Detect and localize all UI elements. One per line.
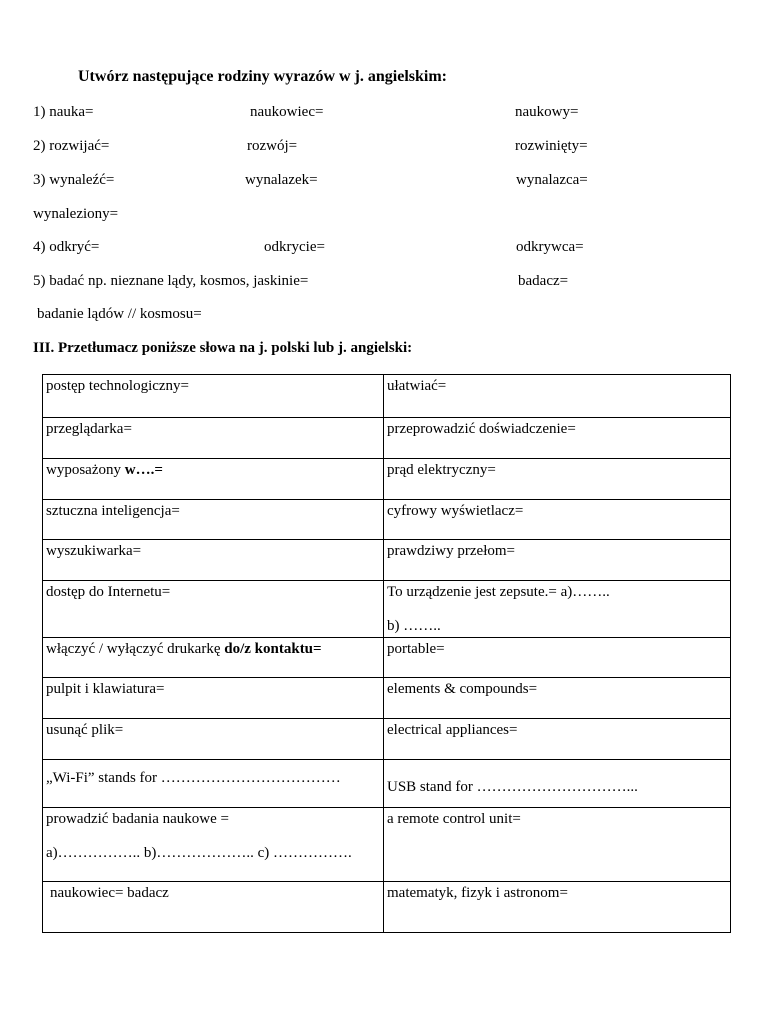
table-cell (43, 678, 384, 719)
cell-text: pulpit i klawiatura= (46, 681, 165, 697)
cell-text: prowadzić badania naukowe = (46, 811, 229, 827)
exercise-heading: Utwórz następujące rodziny wyrazów w j. angielskim: (78, 68, 447, 85)
cell-text: usunąć plik= (46, 722, 124, 738)
family-3-noun: wynalazek= (245, 172, 318, 188)
family-3-base: 3) wynaleźć= (33, 172, 115, 188)
cell-text: electrical appliances= (387, 722, 518, 738)
table-cell (43, 760, 384, 808)
table-cell (384, 808, 731, 882)
cell-text: przeglądarka= (46, 421, 132, 437)
family-5-person: badacz= (518, 273, 569, 289)
table-cell (384, 882, 731, 933)
table-row (43, 760, 731, 808)
cell-text: sztuczna inteligencja= (46, 503, 180, 519)
family-4-person: odkrywca= (516, 239, 584, 255)
table-cell (384, 719, 731, 760)
cell-text: „Wi-Fi” stands for ……………………………… (46, 770, 341, 786)
cell-text-bold: w….= (124, 462, 163, 478)
table-cell (43, 808, 384, 882)
table-cell (384, 678, 731, 719)
cell-text: wyszukiwarka= (46, 543, 142, 559)
family-2-base: 2) rozwijać= (33, 138, 110, 154)
table-row (43, 375, 731, 418)
table-cell (384, 760, 731, 808)
cell-text: prąd elektryczny= (387, 462, 496, 478)
table-row (43, 459, 731, 500)
family-5-noun: badanie lądów // kosmosu= (37, 306, 202, 322)
cell-text: cyfrowy wyświetlacz= (387, 503, 524, 519)
table-cell (384, 418, 731, 459)
table-cell (384, 459, 731, 500)
table-row (43, 581, 731, 638)
family-1-person: naukowiec= (250, 104, 324, 120)
cell-text: naukowiec= badacz (50, 885, 169, 901)
section-title: III. Przetłumacz poniższe słowa na j. polski lub j. angielski: (33, 340, 413, 356)
cell-text: a)…………….. b)……………….. c) ……………. (46, 845, 352, 861)
cell-text: USB stand for …………………………... (387, 779, 638, 795)
family-3-person: wynalazca= (516, 172, 588, 188)
family-4-base: 4) odkryć= (33, 239, 100, 255)
family-4-noun: odkrycie= (264, 239, 325, 255)
table-cell (384, 500, 731, 540)
cell-text: przeprowadzić doświadczenie= (387, 421, 576, 437)
table-cell (384, 638, 731, 678)
table-cell (384, 375, 731, 418)
table-cell (43, 638, 384, 678)
table-row (43, 638, 731, 678)
table-row (43, 678, 731, 719)
table-cell (43, 500, 384, 540)
cell-text: postęp technologiczny= (46, 378, 190, 394)
family-5-base: 5) badać np. nieznane lądy, kosmos, jaskinie= (33, 273, 309, 289)
table-row (43, 882, 731, 933)
table-row (43, 418, 731, 459)
cell-text: To urządzenie jest zepsute.= a)…….. (387, 584, 610, 600)
family-2-adjective: rozwinięty= (515, 138, 588, 154)
family-1-base: 1) nauka= (33, 104, 94, 120)
table-cell (43, 540, 384, 581)
cell-text: matematyk, fizyk i astronom= (387, 885, 568, 901)
cell-text-bold: do/z kontaktu= (224, 641, 322, 657)
table-cell (43, 719, 384, 760)
cell-text: prawdziwy przełom= (387, 543, 515, 559)
family-1-adjective: naukowy= (515, 104, 579, 120)
table-cell (384, 540, 731, 581)
table-cell (43, 459, 384, 500)
table-row (43, 500, 731, 540)
cell-text: portable= (387, 641, 445, 657)
cell-text: włączyć / wyłączyć drukarkę (46, 641, 225, 657)
table-cell (43, 418, 384, 459)
table-row (43, 719, 731, 760)
cell-text: dostęp do Internetu= (46, 584, 171, 600)
table-row (43, 540, 731, 581)
family-2-noun: rozwój= (247, 138, 298, 154)
cell-text: wyposażony (46, 462, 125, 478)
table-cell (43, 882, 384, 933)
cell-text: elements & compounds= (387, 681, 538, 697)
vocabulary-table (42, 374, 731, 933)
cell-text: b) …….. (387, 618, 441, 634)
cell-text: ułatwiać= (387, 378, 447, 394)
cell-text: a remote control unit= (387, 811, 521, 827)
table-cell (43, 375, 384, 418)
family-3-adjective: wynaleziony= (33, 206, 119, 222)
table-row (43, 808, 731, 882)
table-cell (384, 581, 731, 638)
table-cell (43, 581, 384, 638)
